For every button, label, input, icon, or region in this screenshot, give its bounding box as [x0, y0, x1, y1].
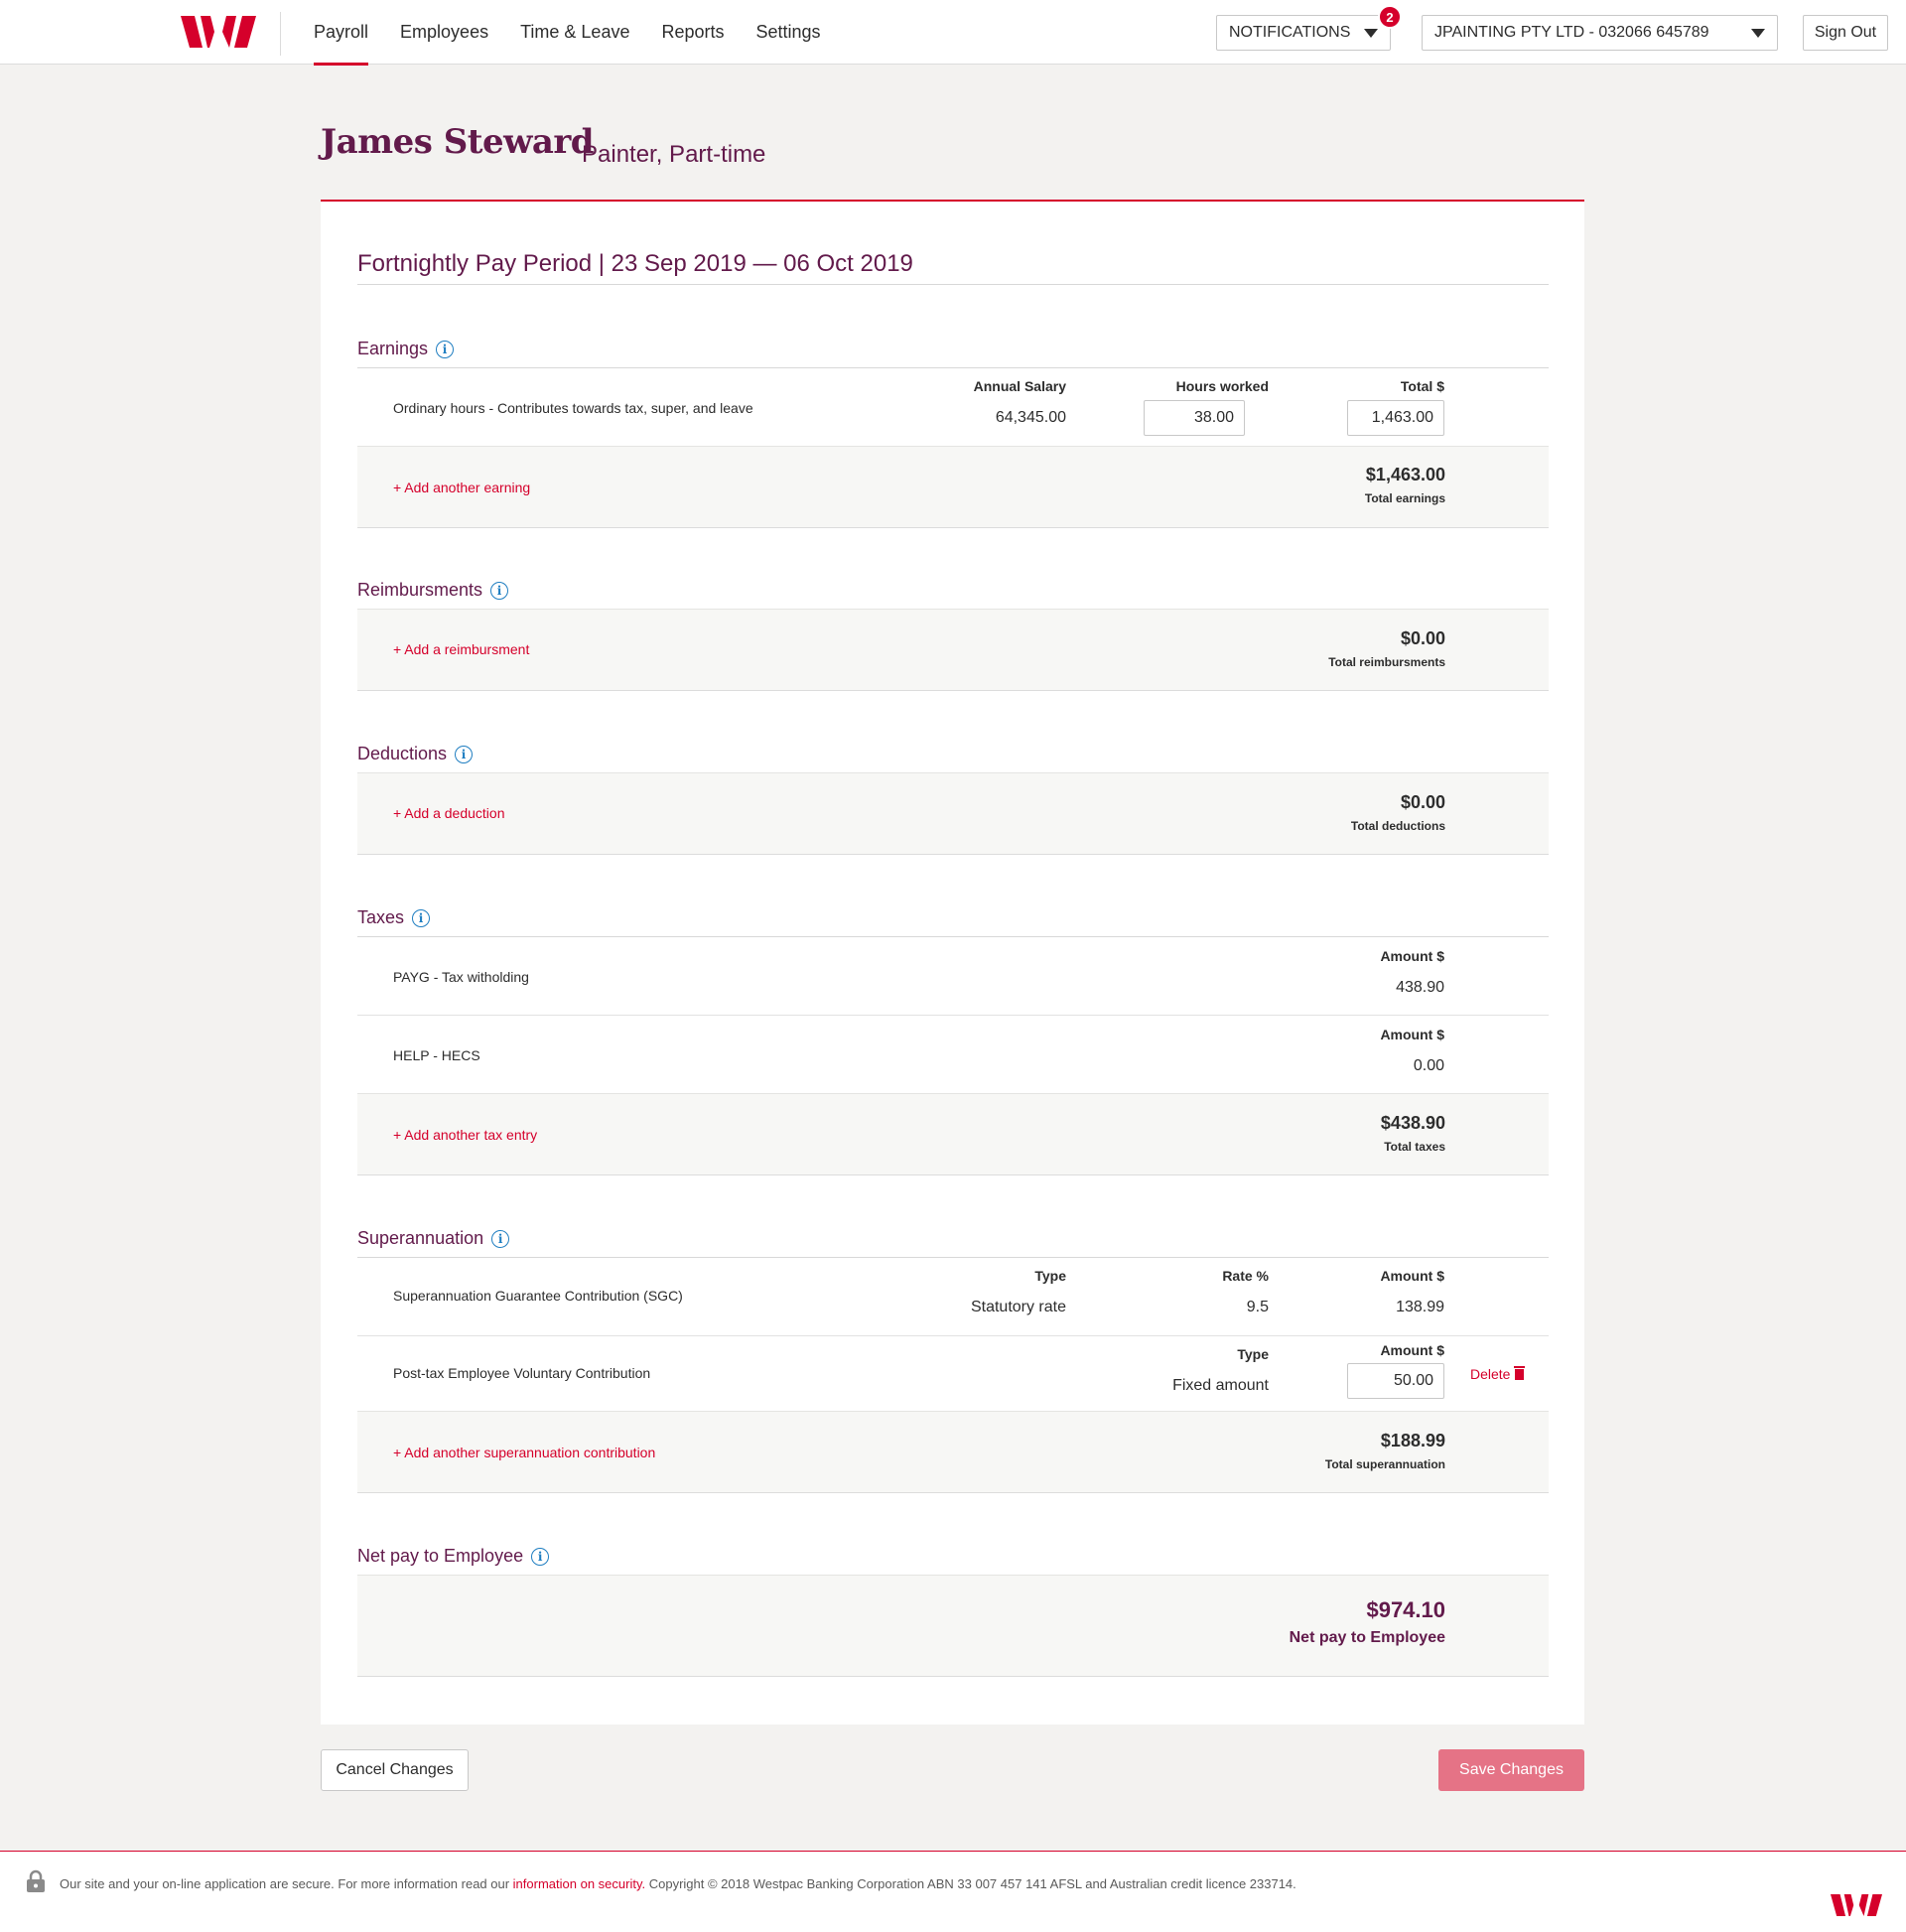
taxes-title: Taxes: [357, 907, 405, 927]
nav-payroll[interactable]: Payroll: [298, 0, 384, 65]
sgc-amount-value: 138.99: [1396, 1299, 1444, 1315]
employee-role: Painter, Part-time: [582, 141, 766, 168]
divider: [357, 1335, 1549, 1336]
divider: [357, 1257, 1549, 1258]
tax-amount-value: 0.00: [1413, 1057, 1444, 1074]
employee-name: James Steward: [321, 122, 595, 162]
save-changes-button[interactable]: Save Changes: [1438, 1749, 1584, 1791]
company-label: JPAINTING PTY LTD - 032066 645789: [1434, 24, 1709, 41]
add-reimbursment-link[interactable]: + Add a reimbursment: [393, 641, 530, 657]
footer: [0, 1851, 1906, 1932]
total-earnings-amount: $1,463.00: [1365, 465, 1445, 484]
hours-worked-input[interactable]: 38.00: [1144, 400, 1245, 436]
footer-text: [60, 1876, 1296, 1891]
delete-label: Delete: [1470, 1366, 1511, 1382]
add-deduction-link[interactable]: + Add a deduction: [393, 805, 505, 821]
notifications-count-badge: 2: [1378, 5, 1402, 29]
total-reimbursments-label: Total reimbursments: [1328, 655, 1445, 669]
net-pay-title: Net pay to Employee: [357, 1546, 524, 1566]
earning-row-label: Ordinary hours - Contributes towards tax, super, and leave: [393, 400, 753, 416]
deductions-total-band: [357, 772, 1549, 855]
nav-reports[interactable]: Reports: [661, 22, 725, 42]
deductions-section-title: [357, 744, 473, 764]
tax-amount-value: 438.90: [1396, 979, 1444, 996]
sgc-rate-header: Rate %: [1222, 1268, 1269, 1284]
divider: [357, 1015, 1549, 1016]
notifications-label: NOTIFICATIONS: [1229, 24, 1351, 41]
hours-worked-header: Hours worked: [1175, 378, 1269, 394]
sgc-rate-value: 9.5: [1246, 1299, 1269, 1315]
tax-row-label: PAYG - Tax witholding: [393, 969, 529, 985]
voluntary-label: Post-tax Employee Voluntary Contribution: [393, 1365, 651, 1381]
divider: [357, 936, 1549, 937]
annual-salary-header: Annual Salary: [973, 378, 1066, 394]
footer-text-before: Our site and your on-line application are secure. For more information read our: [60, 1876, 513, 1891]
company-selector[interactable]: [1422, 15, 1778, 51]
westpac-logo-icon[interactable]: [181, 16, 256, 48]
notifications-dropdown[interactable]: [1216, 15, 1391, 51]
divider: [357, 284, 1549, 285]
security-info-link[interactable]: information on security.: [512, 1876, 646, 1891]
info-icon[interactable]: i: [490, 582, 508, 600]
chevron-down-icon: [1364, 29, 1378, 38]
add-earning-link[interactable]: + Add another earning: [393, 480, 531, 495]
add-tax-link[interactable]: + Add another tax entry: [393, 1127, 538, 1143]
nav-time-leave[interactable]: Time & Leave: [520, 22, 630, 42]
logo-divider: [280, 12, 281, 56]
total-reimbursments-amount: $0.00: [1400, 628, 1445, 648]
total-earnings-label: Total earnings: [1364, 491, 1445, 505]
cancel-changes-button[interactable]: Cancel Changes: [321, 1749, 469, 1791]
info-icon[interactable]: i: [455, 746, 473, 763]
add-super-link[interactable]: + Add another superannuation contribution: [393, 1445, 656, 1460]
earnings-total-band: [357, 446, 1549, 528]
reimbursments-title: Reimbursments: [357, 580, 483, 600]
chevron-down-icon: [1751, 29, 1765, 38]
main-nav: [298, 0, 837, 65]
net-pay-section-title: [357, 1546, 549, 1567]
nav-employees[interactable]: Employees: [400, 22, 489, 42]
sgc-type-header: Type: [1034, 1268, 1066, 1284]
westpac-logo-icon: [1831, 1894, 1882, 1916]
sgc-type-value: Statutory rate: [970, 1299, 1066, 1315]
net-pay-label: Net pay to Employee: [1289, 1629, 1445, 1646]
earnings-section-title: [357, 339, 454, 359]
tax-amount-header: Amount $: [1380, 1027, 1444, 1042]
nav-settings[interactable]: Settings: [755, 22, 821, 42]
info-icon[interactable]: i: [436, 341, 454, 358]
info-icon[interactable]: i: [491, 1230, 509, 1248]
annual-salary-value: 64,345.00: [995, 409, 1066, 426]
sgc-label: Superannuation Guarantee Contribution (SGC): [393, 1288, 683, 1304]
info-icon[interactable]: i: [531, 1548, 549, 1566]
total-taxes-label: Total taxes: [1384, 1140, 1445, 1154]
divider: [357, 367, 1549, 368]
reimbursments-section-title: [357, 580, 508, 601]
delete-contribution-button[interactable]: [1470, 1366, 1524, 1382]
tax-row-label: HELP - HECS: [393, 1047, 480, 1063]
net-pay-amount: $974.10: [1366, 1597, 1445, 1622]
earnings-title: Earnings: [357, 339, 429, 358]
net-pay-band: [357, 1575, 1549, 1677]
trash-icon: [1515, 1369, 1524, 1380]
earning-total-input[interactable]: 1,463.00: [1347, 400, 1444, 436]
sgc-amount-header: Amount $: [1380, 1268, 1444, 1284]
total-deductions-amount: $0.00: [1400, 792, 1445, 812]
total-super-label: Total superannuation: [1324, 1457, 1445, 1471]
super-title: Superannuation: [357, 1228, 484, 1248]
footer-text-after: Copyright © 2018 Westpac Banking Corporation ABN 33 007 457 141 AFSL and Australian credit licence 233714.: [645, 1876, 1296, 1891]
super-total-band: [357, 1411, 1549, 1493]
info-icon[interactable]: i: [412, 909, 430, 927]
total-super-amount: $188.99: [1380, 1431, 1445, 1450]
total-deductions-label: Total deductions: [1350, 819, 1445, 833]
sign-out-button[interactable]: Sign Out: [1803, 15, 1888, 51]
voluntary-type-value: Fixed amount: [1172, 1377, 1269, 1394]
reimbursments-total-band: [357, 609, 1549, 691]
tax-amount-header: Amount $: [1380, 948, 1444, 964]
total-header: Total $: [1400, 378, 1444, 394]
voluntary-type-header: Type: [1237, 1346, 1269, 1362]
pay-details-card: [321, 202, 1584, 1725]
pay-period-title: Fortnightly Pay Period | 23 Sep 2019 — 06 Oct 2019: [357, 250, 913, 277]
total-taxes-amount: $438.90: [1380, 1113, 1445, 1133]
top-bar: [0, 0, 1906, 65]
taxes-total-band: [357, 1093, 1549, 1175]
super-section-title: [357, 1228, 509, 1249]
deductions-title: Deductions: [357, 744, 448, 763]
lock-icon: [26, 1869, 46, 1893]
voluntary-amount-header: Amount $: [1380, 1342, 1444, 1358]
taxes-section-title: [357, 907, 430, 928]
voluntary-amount-input[interactable]: 50.00: [1347, 1363, 1444, 1399]
